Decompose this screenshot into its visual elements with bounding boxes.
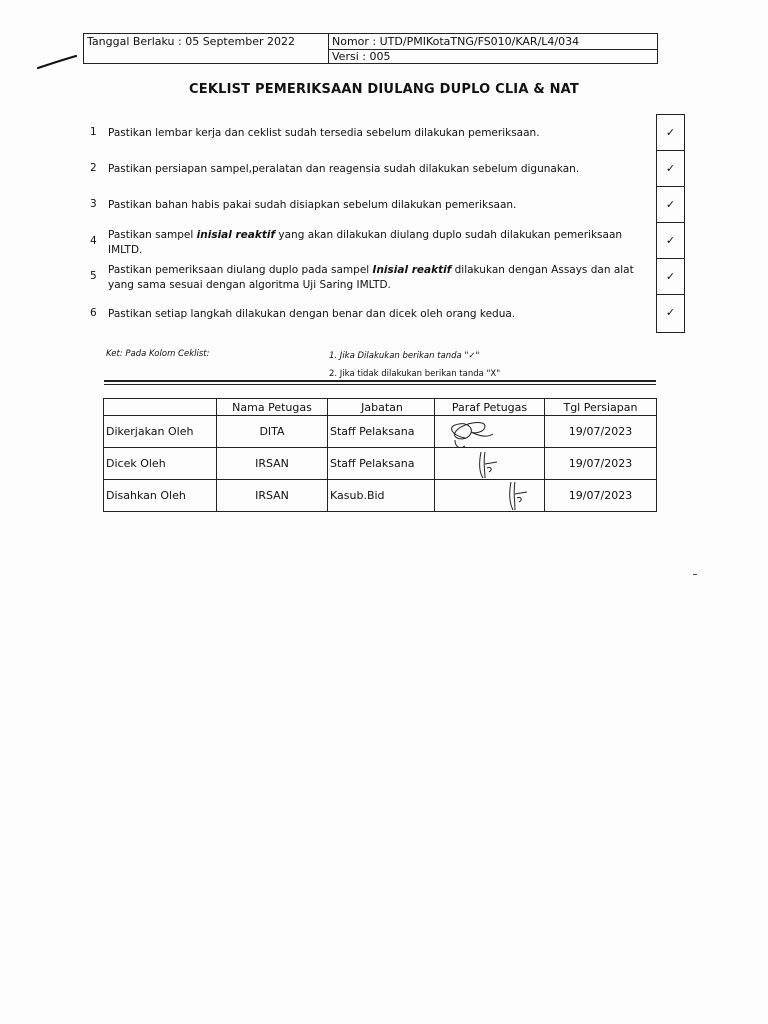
checklist-item-text (108, 126, 656, 141)
row-position: Kasub.Bid (328, 480, 435, 512)
check-mark-icon: ✓ (665, 306, 676, 319)
checklist-item-text-pre: Pastikan setiap langkah dilakukan dengan benar dan dicek oleh orang kedua. (108, 308, 516, 320)
row-position: Staff Pelaksana (328, 448, 435, 480)
checklist-item-text-pre: Pastikan persiapan sampel,peralatan dan reagensia sudah dilakukan sebelum digunakan. (108, 163, 580, 175)
check-mark-icon: ✓ (657, 223, 684, 259)
checklist-item-text-pre: Pastikan pemeriksaan diulang duplo pada sampel (108, 264, 373, 276)
row-role: Dikerjakan Oleh (104, 416, 217, 448)
double-rule-thick (104, 380, 656, 382)
row-date: 19/07/2023 (545, 416, 657, 448)
staff-sign-table (103, 398, 657, 512)
signature-irsan-1 (435, 448, 545, 480)
header-doc-info-box (328, 33, 658, 64)
table-header-paraf: Paraf Petugas (435, 399, 545, 416)
note-not-done: 2. Jika tidak dilakukan berikan tanda "X" (329, 369, 501, 379)
table-row (104, 480, 657, 512)
checklist-item-number: 2 (90, 162, 97, 174)
row-position: Staff Pelaksana (328, 416, 435, 448)
table-header-jabatan: Jabatan (328, 399, 435, 416)
checklist-item-text-pre: Pastikan bahan habis pakai sudah disiapkan sebelum dilakukan pemeriksaan. (108, 199, 517, 211)
check-mark-icon: ✓ (657, 151, 684, 187)
table-header-tgl: Tgl Persiapan (545, 399, 657, 416)
checklist-item-number: 5 (90, 270, 97, 282)
row-name: IRSAN (217, 480, 328, 512)
header-versi: Versi : 005 (332, 50, 391, 63)
signature-dita (435, 416, 545, 448)
table-header-row (104, 399, 657, 416)
header-validity-box (83, 33, 329, 64)
header-nomor: Nomor : UTD/PMIKotaTNG/FS010/KAR/L4/034 (332, 35, 580, 48)
checklist-item-text-post: dilakukan dengan Assays dan alat yang sama sesuai dengan algoritma Uji Saring IMLTD. (108, 264, 634, 291)
check-mark-icon: ✓ (657, 259, 684, 295)
table-row (104, 448, 657, 480)
note-done: 1. Jika Dilakukan berikan tanda "✓" (329, 351, 480, 361)
row-name: DITA (217, 416, 328, 448)
row-date: 19/07/2023 (545, 480, 657, 512)
checklist-item-number: 6 (90, 307, 97, 319)
row-signature-cell (435, 416, 545, 448)
table-header-nama: Nama Petugas (217, 399, 328, 416)
checklist-item-number: 1 (90, 126, 97, 138)
checklist-item-number: 3 (90, 198, 97, 210)
checklist-item-text-post: yang akan dilakukan diulang duplo sudah dilakukan pemeriksaan IMLTD. (108, 229, 623, 256)
document-title: CEKLIST PEMERIKSAAN DIULANG DUPLO CLIA & NAT (189, 82, 579, 97)
checklist-check-column (656, 114, 685, 333)
table-header-empty (104, 399, 217, 416)
checklist-item-text (108, 263, 656, 293)
row-role: Dicek Oleh (104, 448, 217, 480)
row-signature-cell (435, 480, 545, 512)
checklist-item-text (108, 228, 656, 258)
check-mark-icon: ✓ (657, 187, 684, 223)
checklist-item-number: 4 (90, 235, 97, 247)
checklist-item-text-pre: Pastikan lembar kerja dan ceklist sudah tersedia sebelum dilakukan pemeriksaan. (108, 127, 540, 139)
row-signature-cell (435, 448, 545, 480)
checklist-item-text (108, 307, 656, 322)
checklist-item-text-pre: Pastikan sampel (108, 229, 197, 241)
table-row (104, 416, 657, 448)
note-ket: Ket: Pada Kolom Ceklist: (106, 349, 210, 359)
double-rule-thin (104, 384, 656, 385)
signature-irsan-2 (435, 480, 545, 512)
row-name: IRSAN (217, 448, 328, 480)
header-tanggal-berlaku: Tanggal Berlaku : 05 September 2022 (87, 35, 295, 48)
checklist-item-text-emphasis: inisial reaktif (196, 229, 276, 241)
pen-stroke-mark (36, 52, 80, 72)
row-role: Disahkan Oleh (104, 480, 217, 512)
checklist-item-text-emphasis: Inisial reaktif (372, 264, 452, 276)
scan-speck (693, 574, 697, 575)
checklist-item-text (108, 198, 656, 213)
checklist-item-text (108, 162, 656, 177)
row-date: 19/07/2023 (545, 448, 657, 480)
check-mark-icon: ✓ (657, 115, 684, 151)
